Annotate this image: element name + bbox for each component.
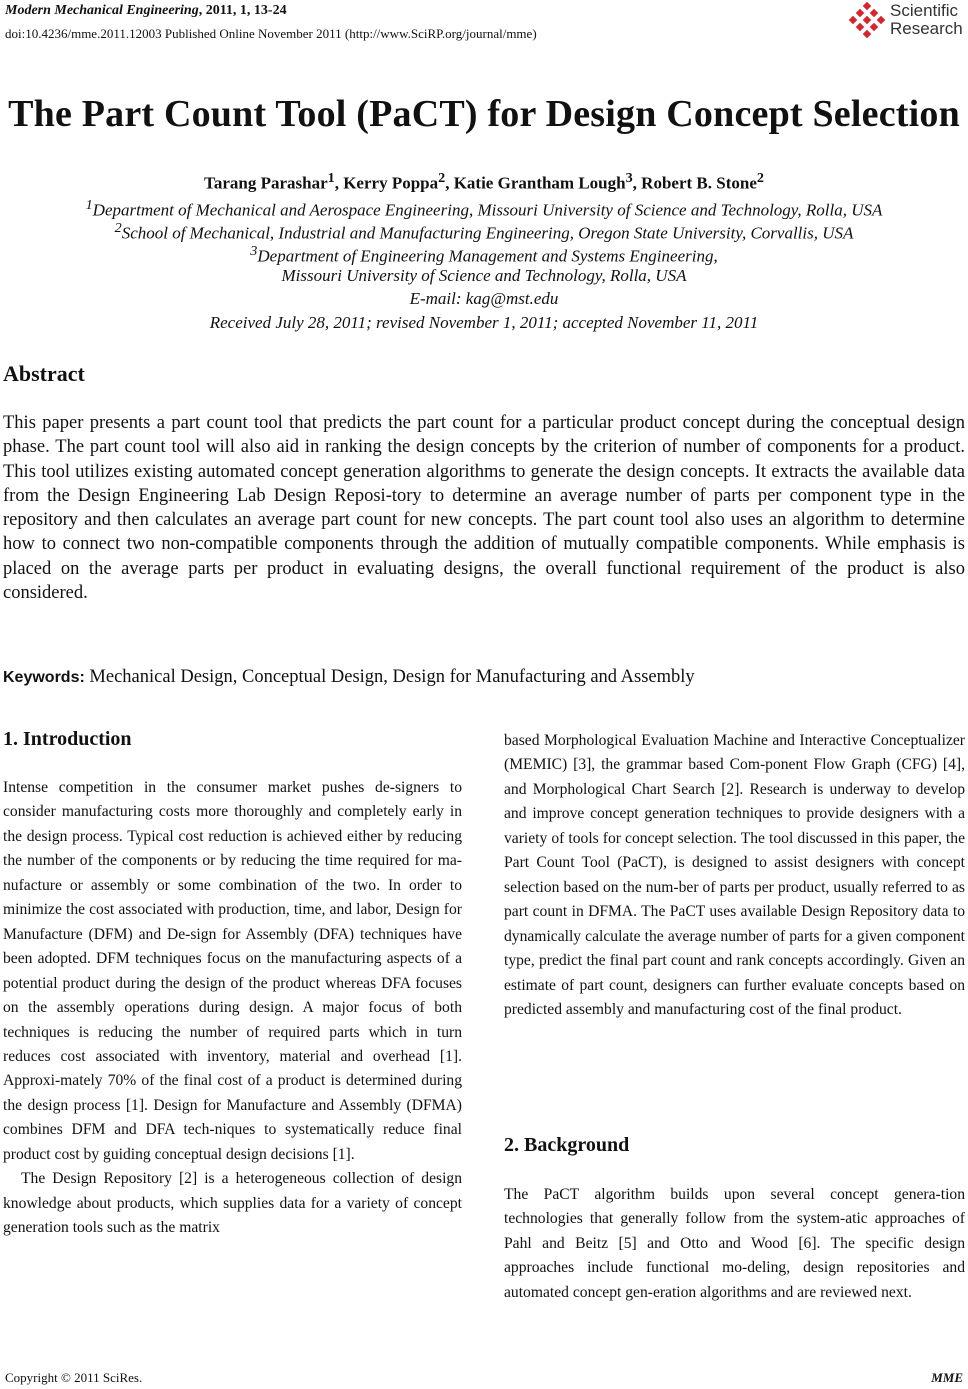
publisher-logo [848, 0, 968, 44]
affiliation-3-cont [0, 266, 968, 286]
author-name: Tarang Parashar [204, 173, 328, 193]
author-affiliation-mark: 3 [625, 170, 633, 186]
abstract-text: This paper presents a part count tool that predicts the part count for a particular product concept during the conceptual design phase. The part count tool will also aid in ranking the design concepts by the criterion of number of components for a product. This tool utilizes existing automated concept generation algorithms to generate the design concepts. It extracts the available data from the Design Engineering Lab Design Reposi-tory to determine an average number of parts per component type in the repository and then calculates an average part count for new concepts. The part count tool also uses an algorithm to determine how to connect two non-compatible components through the addition of mutually compatible components. While emphasis is placed on the average parts per product in evaluating designs, the overall functional requirement of the product is also considered. [3, 413, 965, 604]
affiliation-text: Missouri University of Science and Technology, Rolla, USA [281, 266, 687, 285]
paper-title: The Part Count Tool (PaCT) for Design Concept Selection [8, 93, 960, 135]
author-affiliation-mark: 2 [438, 170, 446, 186]
affiliation-mark: 3 [250, 243, 258, 259]
author-name: Robert B. Stone [641, 173, 757, 193]
keywords-text: Mechanical Design, Conceptual Design, Design for Manufacturing and Assembly [84, 667, 695, 687]
affiliation-text: Department of Mechanical and Aerospace Engineering, Missouri University of Science and Technology, Rolla, USA [92, 200, 883, 220]
affiliation-mark: 2 [114, 220, 122, 236]
keywords [3, 667, 695, 688]
right-column [504, 729, 965, 1022]
section-heading-background: 2. Background [504, 1134, 630, 1156]
affiliation-text: Department of Engineering Management and Systems Engineering, [257, 246, 718, 266]
body-paragraph: The PaCT algorithm builds upon several concept genera-tion technologies that generally follow from the system-atic approaches of Pahl and Beitz [5] and Otto and Wood [6]. The specific design approaches include functional mo-deling, design repositories and automated concept gen-eration algorithms and are reviewed next. [504, 1186, 965, 1301]
author-name: Kerry Poppa [343, 173, 439, 193]
logo-text-line2: Research [890, 19, 963, 38]
footer-copyright: Copyright © 2011 SciRes. [5, 1370, 143, 1385]
body-paragraph: based Morphological Evaluation Machine and Interactive Conceptualizer (MEMIC) [3], the grammar based Com-ponent Flow Graph (CFG) [4], and Morphological Chart Search [2]. Research is underway to develop and improve concept generation techniques to provide designers with a variety of tools for concept selection. The tool discussed in this paper, the Part Count Tool (PaCT), is designed to assist designers with concept selection based on the num-ber of parts per product, usually referred to as part count in DFMA. The PaCT uses available Design Repository data to dynamically calculate the average number of parts for a given component type, predict the final part count and rank concepts accordingly. Given an estimate of part count, designers can further evaluate concepts based on predicted assembly and manufacturing cost of the final product. [504, 732, 965, 1018]
volume-info: , 2011, 1, 13-24 [198, 3, 287, 18]
author-name: Katie Grantham Lough [453, 173, 626, 193]
logo-text-line1: Scientific [890, 1, 959, 20]
abstract-heading: Abstract [3, 361, 85, 386]
affiliation-2 [0, 220, 968, 244]
affiliation-text: School of Mechanical, Industrial and Manufacturing Engineering, Oregon State University, Corvallis, USA [121, 223, 854, 243]
affiliation-1 [0, 197, 968, 221]
body-paragraph: The Design Repository [2] is a heterogeneous collection of design knowledge about products, which supplies data for a variety of concept generation tools such as the matrix [3, 1170, 462, 1237]
author-email: E-mail: kag@mst.edu [409, 289, 559, 308]
affiliation-3 [0, 243, 968, 267]
author-affiliation-mark: 2 [756, 170, 764, 186]
journal-header [5, 3, 287, 19]
right-column-background [504, 1183, 965, 1305]
footer-journal-abbr: MME [931, 1370, 963, 1385]
doi-line: doi:10.4236/mme.2011.12003 Published Online November 2011 (http://www.SciRP.org/journal/mme) [5, 26, 537, 41]
left-column [3, 776, 462, 1241]
affiliation-mark: 1 [85, 197, 93, 213]
keywords-label: Keywords: [3, 669, 85, 686]
body-paragraph: Intense competition in the consumer market pushes de-signers to consider manufacturing costs more thoroughly and completely early in the design process. Typical cost reduction is achieved either by reducing the number of the components or by reducing the time required for ma-nufacture or assembly or some combination of the two. In order to minimize the cost associated with production, time, and labor, Design for Manufacture (DFM) and De-sign for Assembly (DFA) techniques have been adopted. DFM techniques focus on the manufacturing aspects of a potential product during the design of the product whereas DFA focuses on the assembly operations during design. A major focus of both techniques is reducing the number of required parts which in turn reduces cost associated with inventory, material and overhead [1]. Approxi-mately 70% of the final cost of a product is determined during the design process [1]. Design for Manufacture and Assembly (DFMA) combines DFM and DFA tech-niques to systematically reduce final product cost by guiding conceptual design decisions [1]. [3, 779, 462, 1163]
journal-name: Modern Mechanical Engineering [5, 3, 199, 18]
author-list: Tarang Parashar$^1$, Kerry Poppa$^2$, Katie Grantham Lough$^3$, Robert B. Stone$^2$ [204, 170, 764, 193]
article-dates: Received July 28, 2011; revised November 1, 2011; accepted November 11, 2011 [209, 313, 759, 332]
logo-mark-icon [848, 2, 886, 40]
author-affiliation-mark: 1 [327, 170, 335, 186]
section-heading-introduction: 1. Introduction [3, 728, 132, 750]
